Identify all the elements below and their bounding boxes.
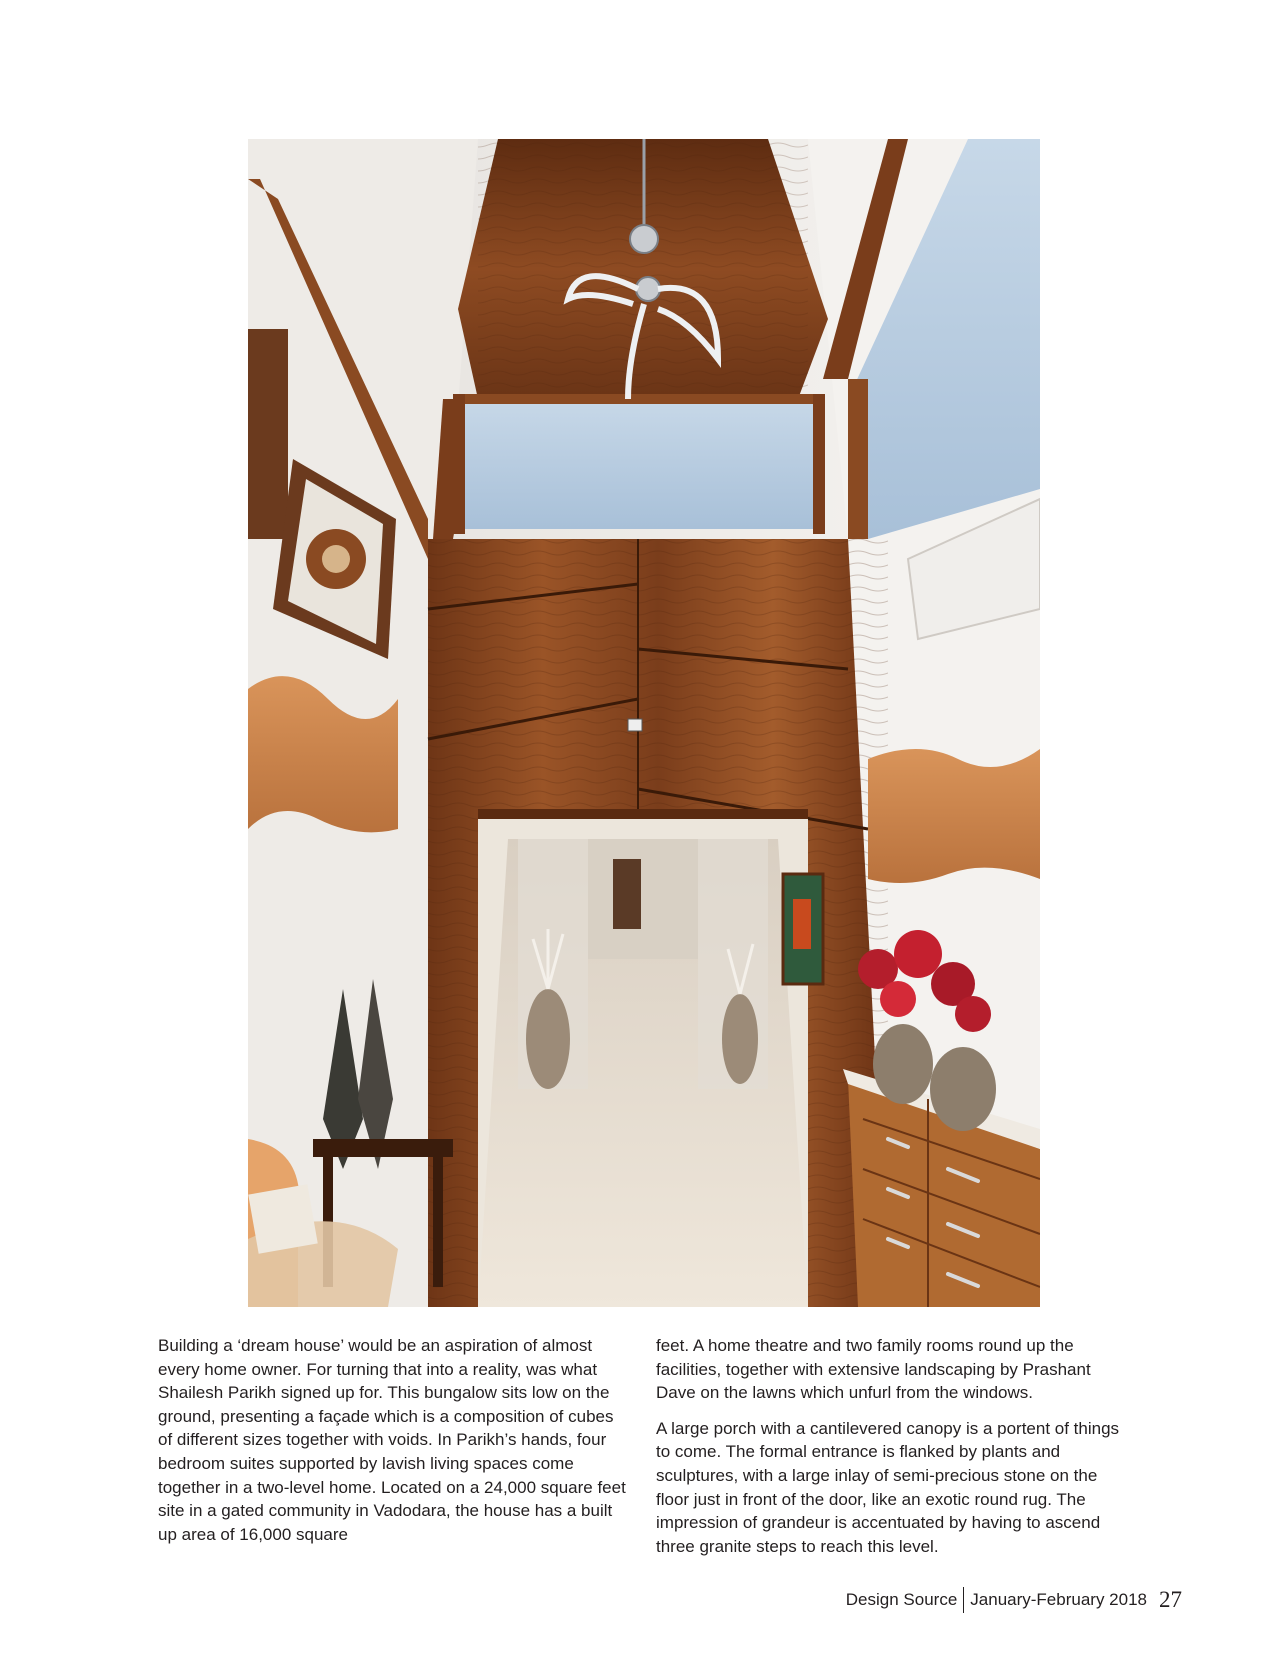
page-footer: [846, 1585, 1182, 1615]
body-paragraph: A large porch with a cantilevered canopy is a portent of things to come. The formal entrance is flanked by plants and sculptures, with a large inlay of semi-precious stone on the floor just in front of the door, like an exotic round rug. The impression of grandeur is accentuated by having to ascend three granite steps to reach this level.: [656, 1418, 1120, 1556]
publication-name: Design Source: [845, 1590, 958, 1609]
footer-divider: [963, 1587, 964, 1613]
interior-photo-icon: [248, 139, 1040, 1307]
body-paragraph: feet. A home theatre and two family rooms round up the facilities, together with extensive landscaping by Prashant Dave on the lawns which unfurl from the windows.: [656, 1336, 1091, 1403]
body-paragraph: Building a ‘dream house’ would be an aspiration of almost every home owner. For turning that into a reality, was what Shailesh Parikh signed up for. This bungalow sits low on the ground, presenting a façade which is a composition of cubes of different sizes together with voids. In Parikh’s hands, four bedroom suites supported by lavish living spaces come together in a two-level home. Located on a 24,000 square feet site in a gated community in Vadodara, the house has a built up area of 16,000 square: [158, 1336, 626, 1544]
issue-date: January-February 2018: [970, 1590, 1147, 1609]
page-number: 27: [1159, 1587, 1182, 1612]
foyer-photo: [248, 139, 1040, 1307]
article-left-column: [158, 1334, 628, 1558]
article-right-column: [656, 1334, 1128, 1570]
